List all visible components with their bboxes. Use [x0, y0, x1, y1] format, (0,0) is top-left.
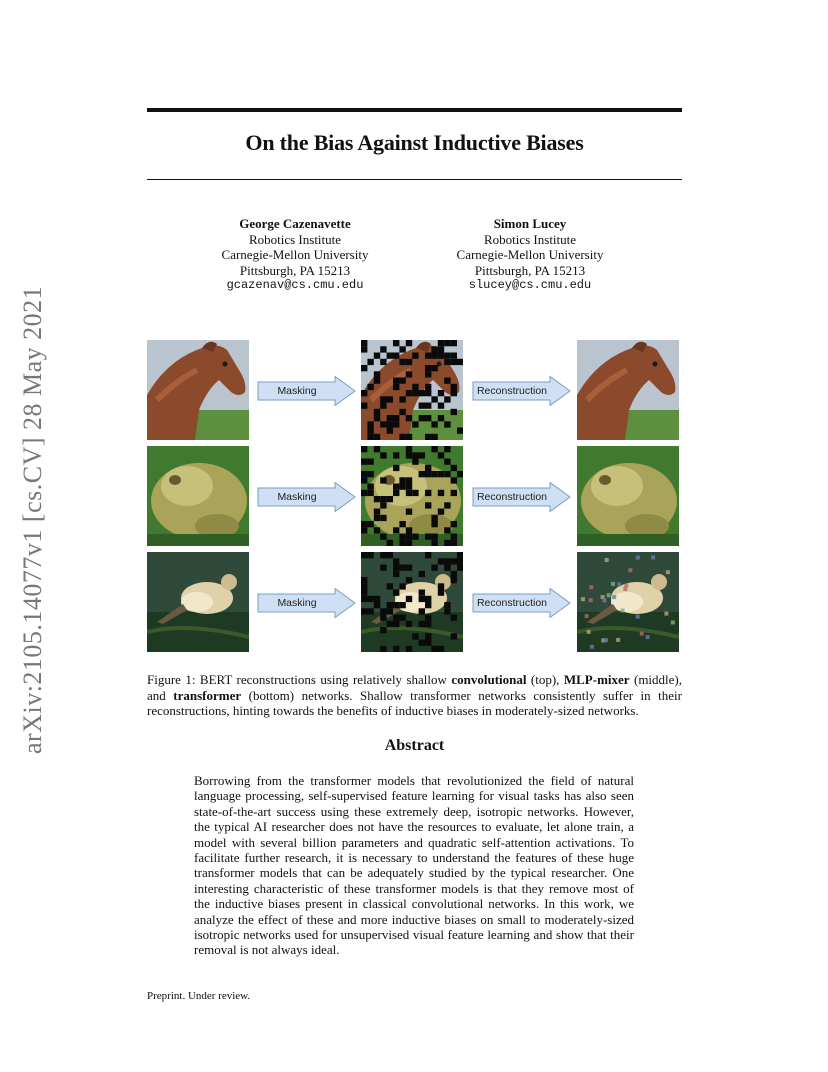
masking-arrow: [257, 376, 357, 411]
arrow-label: Masking: [277, 597, 317, 609]
masking-arrow: [257, 482, 357, 517]
arrow-label: Reconstruction: [476, 491, 548, 503]
figure-row-bird: [147, 552, 682, 652]
reconstructed-image-frog: [577, 446, 679, 546]
original-image-bird: [147, 552, 249, 652]
arxiv-stamp: arXiv:2105.14077v1 [cs.CV] 28 May 2021: [18, 285, 47, 755]
reconstruction-arrow: [472, 588, 572, 623]
reconstruction-arrow: [472, 376, 572, 411]
reconstruction-arrow: [472, 482, 572, 517]
author-univ: Carnegie-Mellon University: [456, 247, 604, 262]
caption-bold-transformer: transformer: [173, 687, 242, 703]
original-image-horse: [147, 340, 249, 440]
author-name: Simon Lucey: [493, 216, 567, 231]
paper-title: On the Bias Against Inductive Biases: [245, 130, 584, 155]
abstract-heading: Abstract: [384, 737, 445, 754]
author-dept: Robotics Institute: [483, 231, 577, 247]
author-block: [440, 216, 620, 294]
author-name: George Cazenavette: [239, 216, 351, 231]
title-rule-top: [147, 108, 682, 112]
arrow-label: Reconstruction: [476, 597, 548, 609]
author-city: Pittsburgh, PA 15213: [474, 262, 586, 278]
reconstructed-image-bird: [577, 552, 679, 652]
masking-arrow: [257, 588, 357, 623]
caption-text: (top),: [526, 672, 564, 687]
figure-row-frog: [147, 446, 682, 546]
figure-1: [147, 340, 682, 660]
abstract-body: Borrowing from the transformer models that revolutionized the field of natural language processing, self-supervised feature learning for visual tasks has also seen state-of-the-art success using these extremely deep, isotropic networks. However, the typical AI researcher does not have the resources to evaluate, let alone train, a model with several billion parameters and quadratic self-attention activations. To facilitate further research, it is necessary to understand the features of these huge transformer models that can be adequately studied by the typical researcher. One interesting characteristic of these transformer models is that they remove most of the inductive biases present in classical convolutional networks. In this work, we analyze the effect of these and more inductive biases on small to moderately-sized isotropic networks used for unsupervised visual feature learning and show that their removal is not always ideal.: [194, 773, 634, 958]
caption-text: Figure 1: BERT reconstructions using relatively shallow: [147, 672, 452, 687]
author-dept: Robotics Institute: [248, 231, 342, 247]
figure-row-horse: [147, 340, 682, 440]
author-email[interactable]: gcazenav@cs.cmu.edu: [226, 278, 364, 292]
caption-text: (bottom) networks. Shallow transformer networks consistently suffer in their reconstructions, hinting towards the benefits of inductive biases in moderately-sized networks.: [147, 687, 682, 718]
author-city: Pittsburgh, PA 15213: [239, 262, 351, 278]
author-block: [205, 216, 385, 294]
caption-bold-convolutional: convolutional: [451, 672, 527, 687]
reconstructed-image-horse: [577, 340, 679, 440]
masked-image-bird: [361, 552, 463, 652]
author-email[interactable]: slucey@cs.cmu.edu: [468, 278, 592, 292]
arrow-label: Masking: [277, 491, 317, 503]
caption-text: (middle), and: [147, 672, 682, 703]
masked-image-horse: [361, 340, 463, 440]
author-univ: Carnegie-Mellon University: [221, 247, 369, 262]
original-image-frog: [147, 446, 249, 546]
arrow-label: Reconstruction: [476, 385, 548, 397]
figure-caption: [147, 672, 682, 719]
footer-note: Preprint. Under review.: [147, 990, 251, 1002]
arrow-label: Masking: [277, 385, 317, 397]
title-rule-bottom: [147, 179, 682, 180]
masked-image-frog: [361, 446, 463, 546]
caption-bold-mlp-mixer: MLP-mixer: [563, 672, 630, 687]
